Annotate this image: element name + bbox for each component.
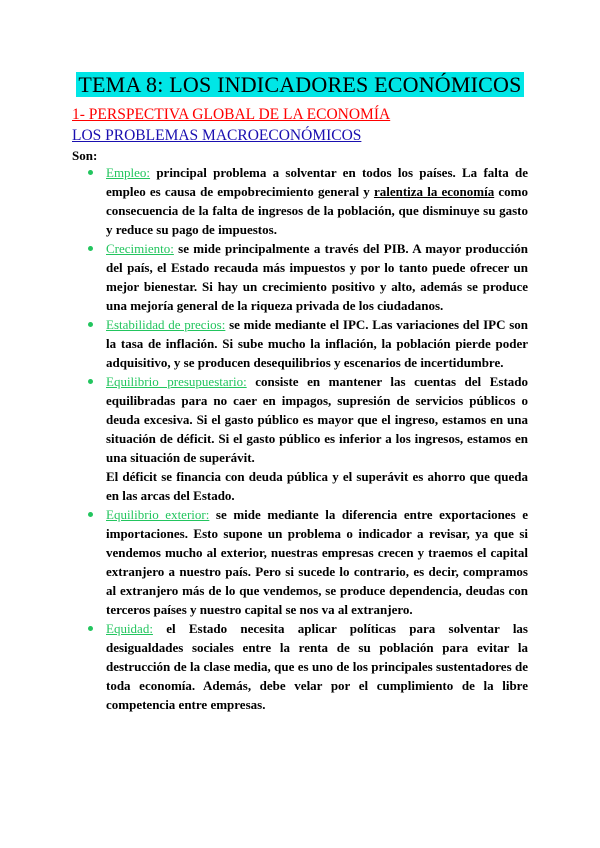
- bullet-icon: [88, 170, 93, 175]
- list-item-equidad: [88, 619, 528, 714]
- indicator-list: [88, 163, 528, 714]
- item-text: se mide mediante el IPC. Las variaciones del IPC son la tasa de inflación. Si sube mucho la inflación, la población pierde poder adquisitivo, y se producen desequilibrios y escenarios de incertidumbre.: [106, 317, 528, 370]
- term-label: Equilibrio exterior:: [106, 507, 210, 522]
- list-item-crecimiento: [88, 239, 528, 315]
- bullet-icon: [88, 379, 93, 384]
- item-text: se mide principalmente a través del PIB. A mayor producción del país, el Estado recauda más impuestos y por lo tanto puede ofrecer un mejor bienestar. Si hay un crecimiento positivo y alto, además se produce una mejoría general de la riqueza privada de los ciudadanos.: [106, 241, 528, 313]
- item-text: consiste en mantener las cuentas del Estado equilibradas para no caer en impagos, supresión de servicios públicos o deuda excesiva. Si el gasto público es mayor que el ingreso, estamos en una situación de déficit. Si el gasto público es inferior a los ingresos, estamos en una situación de superávit.: [106, 374, 528, 465]
- item-text: principal problema a solventar en todos los países. La falta de empleo es causa de empobrecimiento general y: [106, 165, 528, 199]
- section-heading-perspectiva: 1- PERSPECTIVA GLOBAL DE LA ECONOMÍA: [72, 106, 391, 123]
- list-item-presupuestario: [88, 372, 528, 505]
- intro-label: Son:: [72, 148, 98, 163]
- term-label: Estabilidad de precios:: [106, 317, 226, 332]
- page-title: TEMA 8: LOS INDICADORES ECONÓMICOS: [78, 72, 522, 97]
- bullet-icon: [88, 246, 93, 251]
- list-item-estabilidad: [88, 315, 528, 372]
- item-extra-text: El déficit se financia con deuda pública y el superávit es ahorro que queda en las arcas del Estado.: [106, 469, 528, 503]
- term-label: Equidad:: [106, 621, 153, 636]
- item-underlined-text: ralentiza la economía: [373, 184, 495, 199]
- section-heading-problemas: LOS PROBLEMAS MACROECONÓMICOS: [72, 127, 362, 144]
- item-text: se mide mediante la diferencia entre exportaciones e importaciones. Esto supone un problema o indicador a revisar, ya que si vendemos mucho al exterior, nuestras empresas crecen y traemos el capital extranjero a nuestro país. Pero si sucede lo contrario, es decir, compramos al extranjero más de lo que vendemos, se produce dependencia, deudas con terceros países y nuestro capital se nos va al extranjero.: [106, 507, 528, 617]
- bullet-icon: [88, 626, 93, 631]
- item-text: el Estado necesita aplicar políticas para solventar las desigualdades sociales entre la renta de su población para evitar la destrucción de la clase media, que es uno de los principales sustentadores de toda economía. Además, debe velar por el cumplimiento de la libre competencia entre empresas.: [106, 621, 528, 712]
- list-item-empleo: [88, 163, 528, 239]
- list-item-exterior: [88, 505, 528, 619]
- item-text: como consecuencia de la falta de ingresos de la población, que disminuye su gasto y reduce su pago de impuestos.: [106, 184, 528, 237]
- term-label: Crecimiento:: [106, 241, 174, 256]
- bullet-icon: [88, 322, 93, 327]
- bullet-icon: [88, 512, 93, 517]
- term-label: Empleo:: [106, 165, 151, 180]
- term-label: Equilibrio presupuestario:: [106, 374, 247, 389]
